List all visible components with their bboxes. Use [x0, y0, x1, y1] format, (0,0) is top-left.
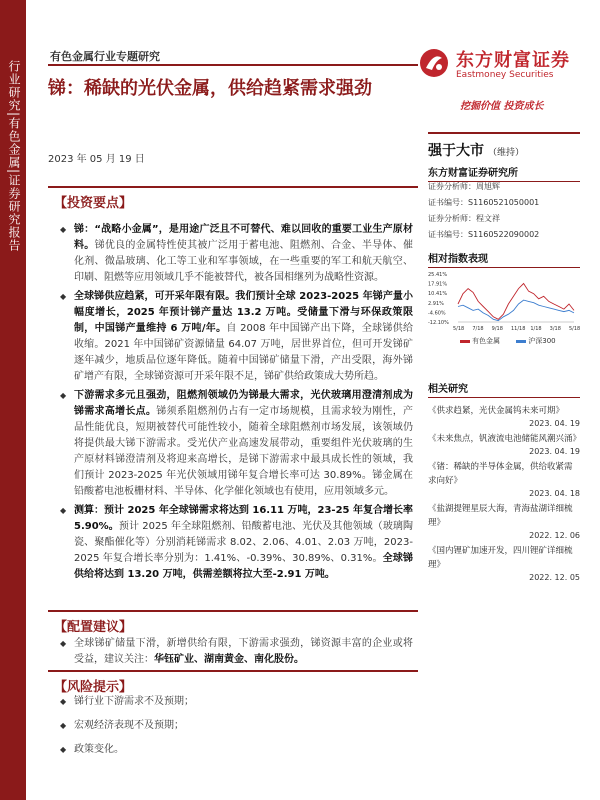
- legend-label: 沪深300: [528, 337, 556, 345]
- rating-title: 强于大市: [428, 143, 484, 159]
- x-tick-label: 11/18: [511, 326, 526, 332]
- page-title: 锑：稀缺的光伏金属，供给趋紧需求强劲: [48, 78, 372, 99]
- institute: 东方财富证券研究所: [428, 164, 580, 182]
- risk-list: [48, 694, 413, 761]
- x-tick-label: 5/18: [569, 326, 580, 332]
- section-risk: [48, 670, 418, 694]
- report-type: 有色金属行业专题研究: [50, 50, 160, 63]
- related-item[interactable]: 《未来焦点，钒液流电池储能风潮兴涌》: [428, 434, 582, 444]
- related-date: 2023. 04. 19: [529, 419, 580, 428]
- section-suggest-title: 【配置建议】: [54, 620, 133, 635]
- y-tick-label: -12.10%: [428, 320, 449, 326]
- relative-index-chart: [428, 270, 580, 336]
- header-divider: [48, 64, 418, 66]
- y-tick-label: 17.91%: [428, 281, 448, 288]
- legend-label: 有色金属: [472, 337, 500, 345]
- series-line-0: [458, 284, 574, 320]
- risk-item: ◆ 锑行业下游需求不及预期；: [48, 694, 413, 710]
- related-date: 2022. 12. 06: [529, 531, 580, 540]
- index-title: 相对指数表现: [428, 250, 580, 268]
- related-date: 2023. 04. 18: [529, 489, 580, 498]
- section-risk-title: 【风险提示】: [54, 680, 133, 695]
- logo-cn: 东方财富证券: [456, 50, 570, 71]
- related-item[interactable]: 《供求趋紧，光伏金属钨未来可期》: [428, 406, 565, 416]
- related-item[interactable]: 《盐湖提锂星辰大海，青海盐湖详细梳理》: [428, 504, 573, 528]
- highlight-item: ◆ 测算：预计 2025 年全球锑需求将达到 16.11 万吨，23-25 年复合增长率 5.90%。预计 2025 年全球阻燃剂、铅酸蓄电池、光伏及其他领域（玻璃陶瓷、聚酯催化等）分别消耗锑需求 8.02、2.06、4.01、2.03 万吨，2023-2025 年复合增长率分别为：1.41%、-0.39%、30.89%、0.31%。全球锑供给将达到 13.20 万吨，供需差额将拉大至-2.91 万吨。: [48, 503, 413, 583]
- highlight-item: ◆ 全球锑供应趋紧，可开采年限有限。我们预计全球 2023-2025 年锑产量小幅度增长，2025 年预计锑产量达 13.2 万吨。受储量下滑与环保政策限制，中国锑产量维持 6 万吨/年。自 2008 年中国锑产出下降，全球锑供给收缩。2021 年中国锑矿资源储量 64.07 万吨，居世界首位，但可开发锑矿逐年减少，地质品位逐年降低。随着中国锑矿储量下滑，产出受限，海外锑矿增产有限，全球锑资源可开采年限不足，锑矿供给政策成大势所趋。: [48, 289, 413, 385]
- related-item[interactable]: 《锗：稀缺的半导体金属，供给收紧需求向好》: [428, 462, 573, 486]
- report-date: 2023 年 05 月 19 日: [48, 154, 145, 165]
- highlights-list: [48, 222, 413, 586]
- rating: [428, 132, 580, 160]
- slogan: 挖掘价值 投资成长: [460, 101, 544, 112]
- analyst-list: [428, 181, 580, 241]
- eastmoney-logo-icon: [418, 46, 450, 80]
- related-date: 2022. 12. 05: [529, 573, 580, 582]
- y-tick-label: 2.91%: [428, 300, 444, 307]
- suggest-item: ◆ 全球锑矿储量下滑，新增供给有限，下游需求强劲，锑资源丰富的企业或将受益，建议关注：华钰矿业、湖南黄金、南化股份。: [48, 636, 413, 668]
- related-date: 2023. 04. 19: [529, 447, 580, 456]
- risk-item: ◆ 政策变化。: [48, 742, 413, 758]
- analyst-line: 证券分析师：程文祥: [428, 214, 500, 223]
- rating-sub: （维持）: [488, 148, 525, 158]
- related-title: 相关研究: [428, 380, 580, 398]
- x-tick-label: 3/18: [549, 326, 561, 332]
- legend-swatch: [516, 340, 526, 343]
- chart-legend: [460, 336, 556, 346]
- logo: [418, 44, 578, 88]
- x-tick-label: 1/18: [530, 326, 542, 332]
- risk-item: ◆ 宏观经济表现不及预期；: [48, 718, 413, 734]
- suggest-list: [48, 636, 413, 671]
- highlight-item: ◆ 下游需求多元且强劲，阻燃剂领域仍为锑最大需求，光伏玻璃用澄清剂成为锑需求高增长点。锑须系阻燃剂仍占有一定市场规模，且需求较为刚性，产品性能优良，短期被替代可能性较小，随着全球阻燃剂市场发展，该领域仍将提供最大锑下游需求。受光伏产业高速发展带动，重要组件光伏玻璃的生产原材料锑澄清剂及将迎来高增长，是锑下游需求中最具成长性的领域，我们预计 2023-2025 年光伏领域用锑年复合增长率可达 30.89%。锑金属在铅酸蓄电池板栅材料、半导体、化学催化领域也有使用，应用领域多元。: [48, 388, 413, 500]
- x-tick-label: 7/18: [472, 326, 484, 332]
- x-tick-label: 9/18: [491, 326, 503, 332]
- analyst-line: 证书编号：S1160521050001: [428, 198, 540, 207]
- related-research: [428, 380, 580, 586]
- logo-en: Eastmoney Securities: [456, 70, 554, 80]
- series-line-1: [458, 300, 574, 321]
- section-suggest: [48, 610, 418, 634]
- sidebar: [0, 0, 26, 800]
- legend-swatch: [460, 340, 470, 343]
- related-item[interactable]: 《国内锂矿加速开发，四川锂矿详细梳理》: [428, 546, 573, 570]
- y-tick-label: -4.60%: [428, 310, 446, 317]
- y-tick-label: 10.41%: [428, 291, 448, 298]
- highlight-item: ◆ 锑：“战略小金属”，是用途广泛且不可替代、难以回收的重要工业生产原材料。锑优良的金属特性使其被广泛用于蓄电池、阻燃剂、合金、半导体、催化剂、微晶玻璃、化工等工业和军事领域，在一些重要的军工和航天航空、印刷、阻燃等应用领域几乎不能被替代，被各国相继列为战略性资源。: [48, 222, 413, 286]
- section-highlights-title: 【投资要点】: [54, 196, 133, 211]
- y-tick-label: 25.41%: [428, 272, 448, 278]
- x-tick-label: 5/18: [453, 326, 465, 332]
- section-highlights: [48, 186, 418, 210]
- analyst-line: 证书编号：S1160522090002: [428, 230, 540, 239]
- sidebar-label: 行业研究|有色金属|证券研究报告: [7, 60, 21, 253]
- analyst-line: 证券分析师：周旭辉: [428, 182, 500, 191]
